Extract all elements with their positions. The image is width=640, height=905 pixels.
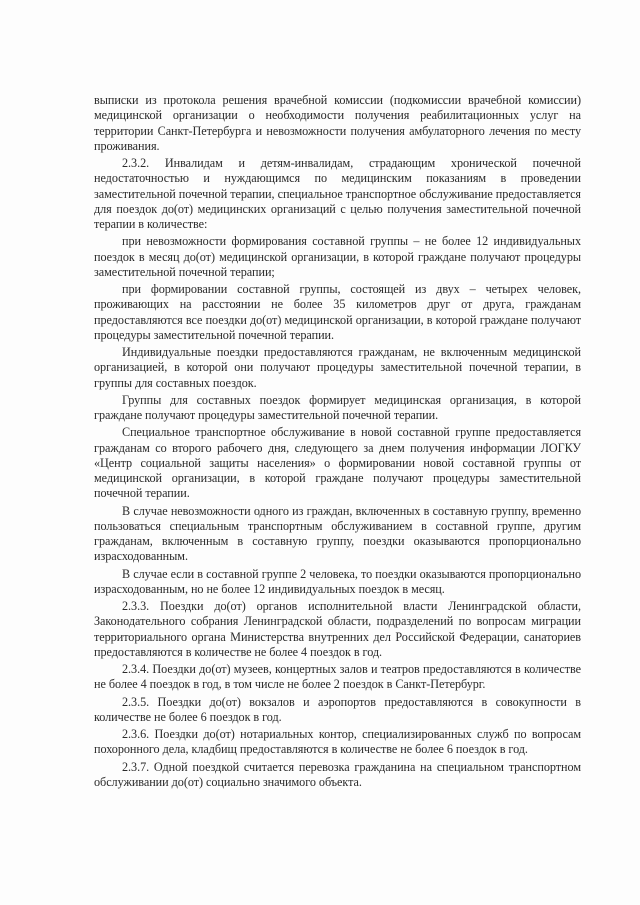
paragraph-2-3-4: 2.3.4. Поездки до(от) музеев, концертных залов и театров предоставляются в количестве не более 4 поездок в год, в том числе не более 2 поездок в Санкт-Петербург.: [94, 662, 581, 692]
paragraph-temporary-absence: В случае невозможности одного из граждан, включенных в составную группу, временно пользоваться специальным транспортным обслуживанием в составной группе, другим гражданам, включенным в составную группу, поездки оказываются пропорционально израсходованным.: [94, 503, 581, 564]
paragraph-2-3-7: 2.3.7. Одной поездкой считается перевозка гражданина на специальном транспортном обслуживании до(от) социально значимого объекта.: [94, 759, 581, 789]
paragraph-2-3-3: 2.3.3. Поездки до(от) органов исполнительной власти Ленинградской области, Законодательного собрания Ленинградской области, подразделений по вопросам миграции территориального органа Министерства внутренних дел Российской Федерации, санаториев предоставляются в количестве не более 4 поездок в год.: [94, 599, 581, 659]
paragraph-no-group: при невозможности формирования составной группы – не более 12 индивидуальных поездок в месяц до(от) медицинской организации, в которой граждане получают процедуры заместительной почечной терапии;: [94, 234, 581, 279]
paragraph-continuation: выписки из протокола решения врачебной комиссии (подкомиссии врачебной комиссии) медицинской организации о необходимости получения реабилитационных услуг на территории Санкт-Петербурга и невозможности получения амбулаторного лечения по месту проживания.: [94, 93, 581, 153]
paragraph-group-forming: Группы для составных поездок формирует медицинская организация, в которой граждане получают процедуры заместительной почечной терапии.: [94, 392, 581, 422]
paragraph-2-3-2: 2.3.2. Инвалидам и детям-инвалидам, страдающим хронической почечной недостаточностью и нуждающимся по медицинским показаниям в проведении заместительной почечной терапии, специальное транспортное обслуживание предоставляется для поездок до(от) медицинских организаций с целью получения заместительной почечной терапии в количестве:: [94, 156, 581, 231]
paragraph-new-group: Специальное транспортное обслуживание в новой составной группе предоставляется гражданам со второго рабочего дня, следующего за днем получения информации ЛОГКУ «Центр социальной защиты населения» о формировании новой составной группы от медицинской организации, в которой граждане получают процедуры заместительной почечной терапии.: [94, 425, 581, 501]
paragraph-two-person-group: В случае если в составной группе 2 человека, то поездки оказываются пропорционально израсходованным, но не более 12 индивидуальных поездок в месяц.: [94, 566, 581, 596]
paragraph-group-formation: при формировании составной группы, состоящей из двух – четырех человек, проживающих на расстоянии не более 35 километров друг от друга, гражданам предоставляются все поездки до(от) медицинской организации, в которой граждане получают процедуры заместительной почечной терапии.: [94, 282, 581, 342]
paragraph-individual-trips: Индивидуальные поездки предоставляются гражданам, не включенным медицинской организацией, в которой они получают процедуры заместительной почечной терапии, в группы для составных поездок.: [94, 345, 581, 390]
document-body: [94, 93, 581, 792]
paragraph-2-3-6: 2.3.6. Поездки до(от) нотариальных контор, специализированных служб по вопросам похоронного дела, кладбищ предоставляются в количестве не более 6 поездок в год.: [94, 727, 581, 757]
paragraph-2-3-5: 2.3.5. Поездки до(от) вокзалов и аэропортов предоставляются в совокупности в количестве не более 6 поездок в год.: [94, 694, 581, 724]
